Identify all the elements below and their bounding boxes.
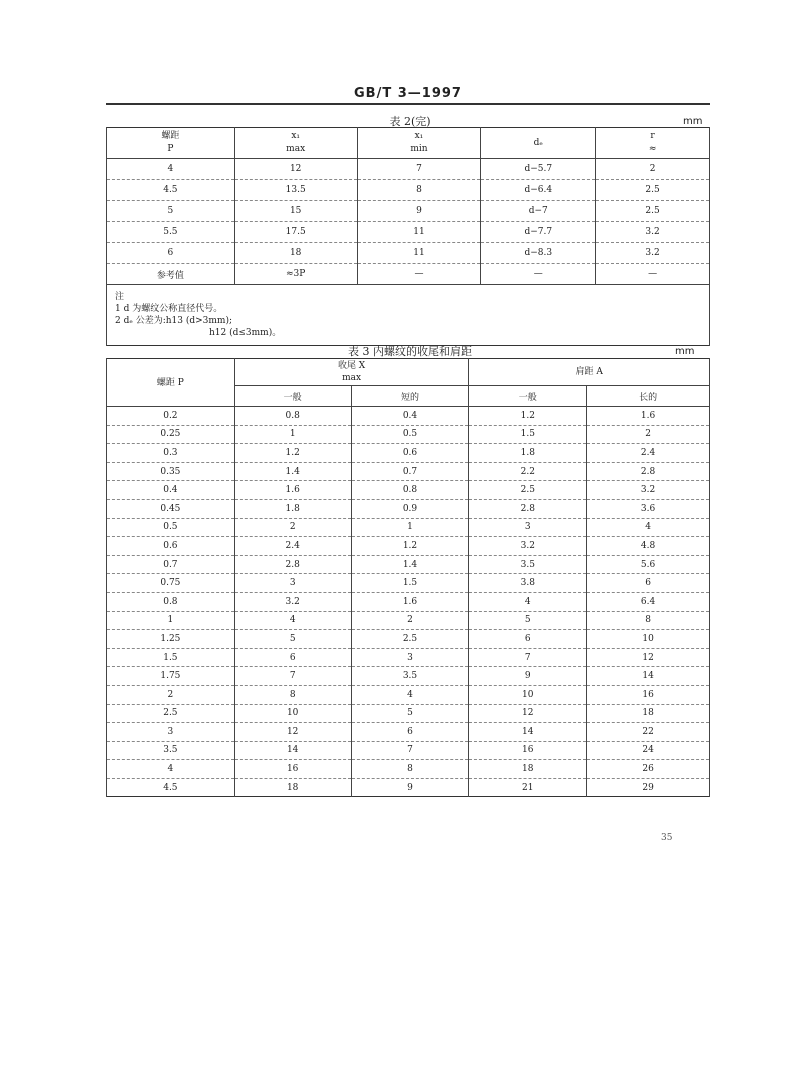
table3-unit: mm xyxy=(675,346,695,357)
table3-cell: 12 xyxy=(234,723,351,742)
table3-cell: 29 xyxy=(587,778,710,797)
table3-row xyxy=(107,685,710,704)
table2-cell: 11 xyxy=(357,243,481,264)
table3-cell: 5 xyxy=(469,611,587,630)
table2-cell: 9 xyxy=(357,201,481,222)
table3-cell: 2 xyxy=(351,611,469,630)
table3-cell: 1.5 xyxy=(107,648,235,667)
table2-cell: 2.5 xyxy=(596,180,710,201)
table3-row xyxy=(107,648,710,667)
table3-cell: 4 xyxy=(469,592,587,611)
group-x-label: 收尾 X xyxy=(337,361,366,371)
sub-header-a-long: 长的 xyxy=(587,386,710,407)
table3-cell: 3.5 xyxy=(107,741,235,760)
table3-cell: 22 xyxy=(587,723,710,742)
table3-cell: 3 xyxy=(234,574,351,593)
table3-cell: 16 xyxy=(234,760,351,779)
table3-cell: 2.8 xyxy=(587,462,710,481)
table3-cell: 0.25 xyxy=(107,425,235,444)
table3-cell: 1 xyxy=(351,518,469,537)
table3-cell: 5.6 xyxy=(587,555,710,574)
table3-cell: 8 xyxy=(587,611,710,630)
table3-row xyxy=(107,611,710,630)
table3-cell: 2.4 xyxy=(587,444,710,463)
table3-cell: 0.7 xyxy=(107,555,235,574)
table2-col-header-line: max xyxy=(286,144,306,154)
table3-cell: 4 xyxy=(587,518,710,537)
table3-cell: 3.2 xyxy=(469,537,587,556)
table3-cell: 7 xyxy=(351,741,469,760)
table2-col-header-line: ≈ xyxy=(648,144,657,154)
table3-cell: 9 xyxy=(469,667,587,686)
table3-cell: 10 xyxy=(234,704,351,723)
table2-cell: — xyxy=(357,264,481,285)
table2-row xyxy=(107,222,710,243)
table3-cell: 1.6 xyxy=(587,407,710,426)
table3-cell: 16 xyxy=(469,741,587,760)
table3-cell: 14 xyxy=(469,723,587,742)
table3-cell: 6 xyxy=(587,574,710,593)
table2-col-header xyxy=(107,128,235,159)
table3-cell: 0.8 xyxy=(234,407,351,426)
table2-cell: 3.2 xyxy=(596,222,710,243)
table2-cell: d−8.3 xyxy=(481,243,596,264)
table3-cell: 1.5 xyxy=(351,574,469,593)
table2-row xyxy=(107,243,710,264)
table3-cell: 18 xyxy=(587,704,710,723)
table3-cell: 16 xyxy=(587,685,710,704)
group-x-sub: max xyxy=(342,373,362,383)
table2-note-line: 2 dₑ 公差为:h13 (d>3mm); xyxy=(115,316,232,326)
table3-cell: 24 xyxy=(587,741,710,760)
header-rule xyxy=(106,103,710,105)
table3-row xyxy=(107,425,710,444)
table3-row xyxy=(107,518,710,537)
table2-cell: 5.5 xyxy=(107,222,235,243)
table3-cell: 1.5 xyxy=(469,425,587,444)
table3-cell: 1.4 xyxy=(351,555,469,574)
table3-cell: 0.4 xyxy=(107,481,235,500)
table2-row xyxy=(107,264,710,285)
table3-cell: 1 xyxy=(234,425,351,444)
table3-cell: 1.75 xyxy=(107,667,235,686)
table3-cell: 6.4 xyxy=(587,592,710,611)
table2-cell: d−7 xyxy=(481,201,596,222)
table3-cell: 2 xyxy=(234,518,351,537)
table3-row xyxy=(107,667,710,686)
table3-cell: 12 xyxy=(469,704,587,723)
table3-cell: 6 xyxy=(234,648,351,667)
table3-cell: 6 xyxy=(469,630,587,649)
table3-cell: 2.5 xyxy=(469,481,587,500)
table3-cell: 1.25 xyxy=(107,630,235,649)
table3-cell: 7 xyxy=(469,648,587,667)
table2-cell: d−7.7 xyxy=(481,222,596,243)
table3-cell: 0.2 xyxy=(107,407,235,426)
document-header: GB/T 3—1997 xyxy=(354,86,462,101)
table2-cell: 11 xyxy=(357,222,481,243)
page-number: 35 xyxy=(661,833,673,843)
table2-cell: 3.2 xyxy=(596,243,710,264)
table3-cell: 1.6 xyxy=(351,592,469,611)
table2-note-line: h12 (d≤3mm)。 xyxy=(209,328,282,338)
table2-cell: ≈3P xyxy=(234,264,357,285)
table2-col-header-line: r xyxy=(650,131,655,141)
table3-cell: 0.35 xyxy=(107,462,235,481)
col-header-group-a: 肩距 A xyxy=(469,359,710,386)
table3-row xyxy=(107,741,710,760)
table3-cell: 0.5 xyxy=(107,518,235,537)
table2-cell: 15 xyxy=(234,201,357,222)
table3-cell: 5 xyxy=(351,704,469,723)
table3-cell: 4 xyxy=(351,685,469,704)
table2-row xyxy=(107,201,710,222)
table3-cell: 2.4 xyxy=(234,537,351,556)
table3-cell: 0.75 xyxy=(107,574,235,593)
table3-cell: 0.8 xyxy=(107,592,235,611)
table3-cell: 3.2 xyxy=(587,481,710,500)
table3-row xyxy=(107,462,710,481)
table2-unit: mm xyxy=(683,116,703,127)
table3-cell: 18 xyxy=(469,760,587,779)
table2-col-header-line: x₁ xyxy=(414,131,424,141)
table2-cell: 17.5 xyxy=(234,222,357,243)
table3-cell: 2.8 xyxy=(234,555,351,574)
table2-note-line: 1 d 为螺纹公称直径代号。 xyxy=(115,304,223,314)
table2-cell: 7 xyxy=(357,159,481,180)
table3-cell: 0.7 xyxy=(351,462,469,481)
table2-col-header xyxy=(234,128,357,159)
table3-cell: 3.6 xyxy=(587,499,710,518)
table3-cell: 2.5 xyxy=(107,704,235,723)
table3 xyxy=(106,358,710,797)
table3-cell: 18 xyxy=(234,778,351,797)
table3-cell: 5 xyxy=(234,630,351,649)
table3-row xyxy=(107,704,710,723)
table3-cell: 6 xyxy=(351,723,469,742)
table3-cell: 14 xyxy=(587,667,710,686)
table2-row xyxy=(107,180,710,201)
table3-cell: 4 xyxy=(107,760,235,779)
table2 xyxy=(106,127,710,346)
table2-col-header-line: 螺距 xyxy=(161,131,180,141)
table2-cell: — xyxy=(596,264,710,285)
table3-cell: 3 xyxy=(351,648,469,667)
table3-cell: 2.2 xyxy=(469,462,587,481)
table3-cell: 1.8 xyxy=(234,499,351,518)
table3-row xyxy=(107,592,710,611)
table3-cell: 3.5 xyxy=(351,667,469,686)
table3-cell: 0.6 xyxy=(107,537,235,556)
table3-row xyxy=(107,723,710,742)
table2-cell: d−6.4 xyxy=(481,180,596,201)
table3-cell: 1.2 xyxy=(469,407,587,426)
sub-header-a-general: 一般 xyxy=(469,386,587,407)
table3-row xyxy=(107,555,710,574)
table2-cell: 18 xyxy=(234,243,357,264)
table3-cell: 9 xyxy=(351,778,469,797)
table2-col-header xyxy=(481,128,596,159)
table3-cell: 10 xyxy=(469,685,587,704)
table3-cell: 4 xyxy=(234,611,351,630)
table3-cell: 3 xyxy=(107,723,235,742)
col-header-pitch: 螺距 P xyxy=(107,359,235,407)
table2-notes xyxy=(107,285,710,346)
table3-row xyxy=(107,407,710,426)
table3-cell: 26 xyxy=(587,760,710,779)
table3-row xyxy=(107,778,710,797)
sub-header-x-short: 短的 xyxy=(351,386,469,407)
table3-cell: 0.5 xyxy=(351,425,469,444)
col-header-group-x xyxy=(234,359,469,386)
table2-cell: 5 xyxy=(107,201,235,222)
table2-cell: 8 xyxy=(357,180,481,201)
table3-cell: 8 xyxy=(351,760,469,779)
table2-cell: 4.5 xyxy=(107,180,235,201)
table3-cell: 3 xyxy=(469,518,587,537)
sub-header-x-general: 一般 xyxy=(234,386,351,407)
table2-col-header xyxy=(357,128,481,159)
table3-cell: 0.45 xyxy=(107,499,235,518)
table3-cell: 0.3 xyxy=(107,444,235,463)
table3-row xyxy=(107,537,710,556)
table2-col-header-line: P xyxy=(167,144,174,154)
table2-note-line: 注 xyxy=(115,292,125,302)
table3-row xyxy=(107,574,710,593)
table3-row xyxy=(107,444,710,463)
table3-cell: 0.8 xyxy=(351,481,469,500)
table3-cell: 3.5 xyxy=(469,555,587,574)
table3-cell: 0.6 xyxy=(351,444,469,463)
table2-cell: 2 xyxy=(596,159,710,180)
table3-cell: 7 xyxy=(234,667,351,686)
table3-cell: 1.8 xyxy=(469,444,587,463)
table3-cell: 1.4 xyxy=(234,462,351,481)
table2-row xyxy=(107,159,710,180)
table2-cell: 参考值 xyxy=(107,264,235,285)
table3-cell: 0.4 xyxy=(351,407,469,426)
table3-cell: 10 xyxy=(587,630,710,649)
table3-cell: 8 xyxy=(234,685,351,704)
table2-cell: 2.5 xyxy=(596,201,710,222)
table2-col-header-line: dₑ xyxy=(533,137,543,148)
table3-cell: 14 xyxy=(234,741,351,760)
table3-cell: 2.5 xyxy=(351,630,469,649)
table2-col-header-line: min xyxy=(410,144,428,154)
table3-cell: 0.9 xyxy=(351,499,469,518)
table2-caption: 表 2(完) xyxy=(389,115,431,128)
table3-cell: 1 xyxy=(107,611,235,630)
table2-cell: d−5.7 xyxy=(481,159,596,180)
table3-cell: 12 xyxy=(587,648,710,667)
table2-cell: 6 xyxy=(107,243,235,264)
table3-cell: 1.2 xyxy=(234,444,351,463)
table3-cell: 3.8 xyxy=(469,574,587,593)
table3-cell: 21 xyxy=(469,778,587,797)
table3-cell: 2 xyxy=(107,685,235,704)
table3-cell: 2.8 xyxy=(469,499,587,518)
table2-cell: — xyxy=(481,264,596,285)
table2-col-header-line: x₁ xyxy=(291,131,300,141)
table2-col-header xyxy=(596,128,710,159)
table3-cell: 2 xyxy=(587,425,710,444)
table2-cell: 13.5 xyxy=(234,180,357,201)
table3-cell: 3.2 xyxy=(234,592,351,611)
table3-row xyxy=(107,499,710,518)
table3-row xyxy=(107,760,710,779)
table3-row xyxy=(107,481,710,500)
table2-cell: 12 xyxy=(234,159,357,180)
table3-cell: 4.5 xyxy=(107,778,235,797)
table3-cell: 1.2 xyxy=(351,537,469,556)
table3-caption: 表 3 内螺纹的收尾和肩距 xyxy=(348,345,472,358)
table3-cell: 1.6 xyxy=(234,481,351,500)
table2-cell: 4 xyxy=(107,159,235,180)
table3-row xyxy=(107,630,710,649)
table3-cell: 4.8 xyxy=(587,537,710,556)
